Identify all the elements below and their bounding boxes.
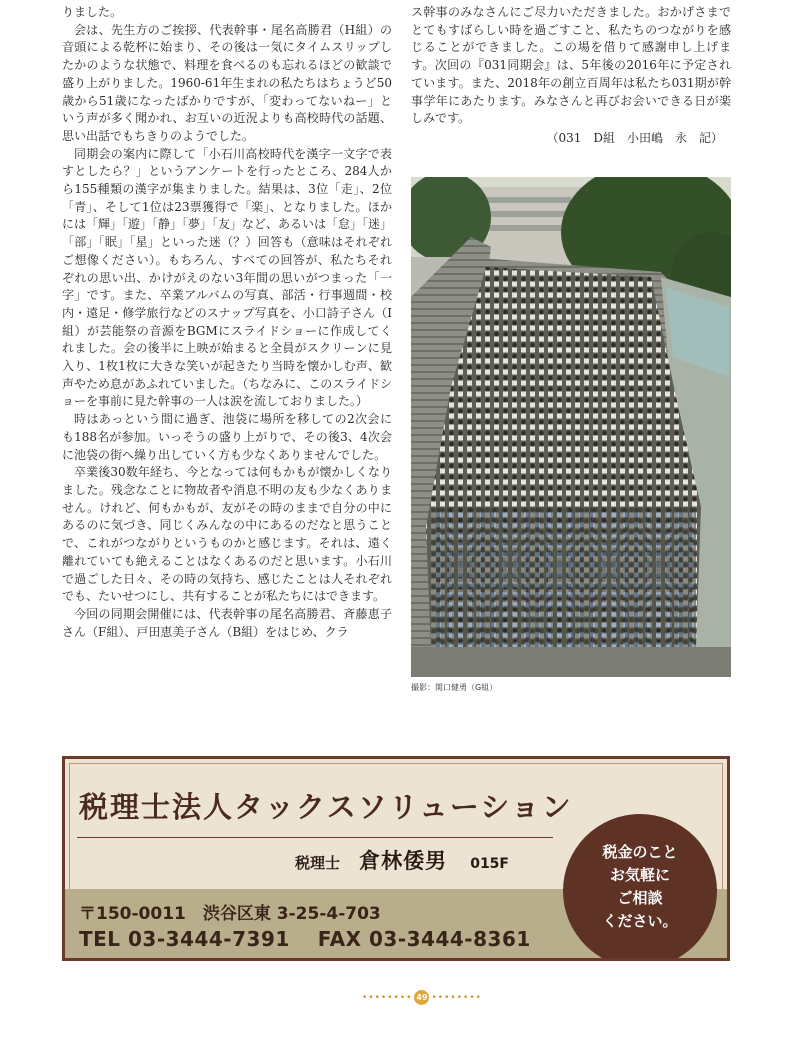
paragraph: りました。	[62, 5, 123, 19]
ad-class-code: 015F	[470, 856, 509, 872]
photo-caption: 撮影：関口健勇（G組）	[411, 683, 498, 692]
page-number-value: 49	[414, 990, 429, 1005]
advertisement-box	[62, 756, 730, 961]
group-photo	[411, 177, 731, 677]
paragraph: 時はあっという間に過ぎ、池袋に場所を移しての2次会にも188名が参加。いっそうの盛り上がりで、その後3、4次会に池袋の街へ繰り出していく方も少なくありませんでした。	[62, 412, 392, 462]
paragraph: 同期会の案内に際して「小石川高校時代を漢字一文字で表すとしたら？」というアンケートを行ったところ、284人から155種類の漢字が集まりました。結果は、3位「走」、2位「青」、そして1位は23票獲得で「楽」、となりました。ほかには「輝」「遊」「静」「夢」「友」など、あるいは「怠」「迷」「部」「眠」「星」といった迷（？）回答も（意味はそれぞれご想像ください）。もちろん、すべての回答が、私たちそれぞれの思い出、かけがえのない3年間の思いがつまった「一字」です。また、卒業アルバムの写真、部活・行事週間・校内・遠足・修学旅行などのスナップ写真を、小口詩子さん（I組）が芸能祭の音源をBGMにスライドショーに作成してくれました。会の後半に上映が始まると全員がスクリーンに見入り、1枚1枚に大きな笑いが起きたり当時を懐かしむ声、歓声やため息があふれていました。（ちなみに、このスライドショーを事前に見た幹事の一人は涙を流しておりました。）	[62, 146, 393, 409]
ad-consult-badge	[563, 814, 717, 961]
page-number	[362, 990, 482, 1005]
badge-line: ください。	[602, 912, 678, 930]
page-number-dots-left: ••••••••	[362, 993, 413, 1003]
article-left-column	[62, 4, 392, 641]
ad-role: 税理士	[295, 854, 341, 872]
ad-address: 〒150-0011 渋谷区東 3-25-4-703	[79, 904, 381, 924]
ad-person-name: 倉林倭男	[359, 848, 448, 873]
badge-line: お気軽に	[609, 866, 670, 884]
ad-phone-row	[79, 927, 559, 951]
ad-tel: TEL 03-3444-7391	[79, 927, 290, 951]
author-signature: （031 D組 小田嶋 永 記）	[546, 130, 723, 145]
ad-company-name: 税理士法人タックスソリューション	[79, 790, 573, 824]
article-right-column	[411, 4, 731, 148]
ad-title-divider	[77, 837, 553, 838]
ad-person-row	[295, 845, 509, 875]
page-number-dots-right: ••••••••	[431, 993, 482, 1003]
badge-line: ご相談	[617, 889, 663, 907]
paragraph: ス幹事のみなさんにご尽力いただきました。おかげさまでとてもすばらしい時を過ごすこと、私たちのつながりを感じることができました。この場を借りて感謝申し上げます。次回の『031同期会』は、5年後の2016年に予定されています。また、2018年の創立百周年は私たち031期が幹事学年にあたります。みなさんと再びお会いできる日が楽しみです。	[411, 5, 731, 126]
ad-fax: FAX 03-3444-8361	[317, 927, 531, 951]
group-photo-illustration	[411, 177, 731, 677]
paragraph: 会は、先生方のご挨拶、代表幹事・尾名高勝君（H組）の音頭による乾杯に始まり、その後は一気にタイムスリップしたかのような状態で、料理を食べるのも忘れるほどの歓談で盛り上がりました。1960-61年生まれの私たちはちょうど50歳から51歳になったばかりですが、「変わってないねー」という声が多く聞かれ、お互いの近況よりも高校時代の話題、思い出話でもちきりのようでした。	[62, 22, 392, 143]
paragraph: 卒業後30数年経ち、今となっては何もかもが懐かしくなりました。残念なことに物故者や消息不明の友も少なくありません。けれど、何もかもが、友がその時のままで自分の中にあるのに気づき、同じくみんなの中にあるのだなと思うことで、これがつながりというものかと感じます。それは、遠く離れていても絶えることはなくあるのだと思います。小石川で過ごした日々、その時の気持ち、感じたことは人それぞれでも、たいせつにし、共有することが私たちにはできます。	[62, 465, 392, 604]
paragraph: 今回の同期会開催には、代表幹事の尾名高勝君、斉藤恵子さん（F組）、戸田恵美子さん（B組）をはじめ、クラ	[62, 606, 392, 639]
badge-line: 税金のこと	[602, 843, 678, 861]
